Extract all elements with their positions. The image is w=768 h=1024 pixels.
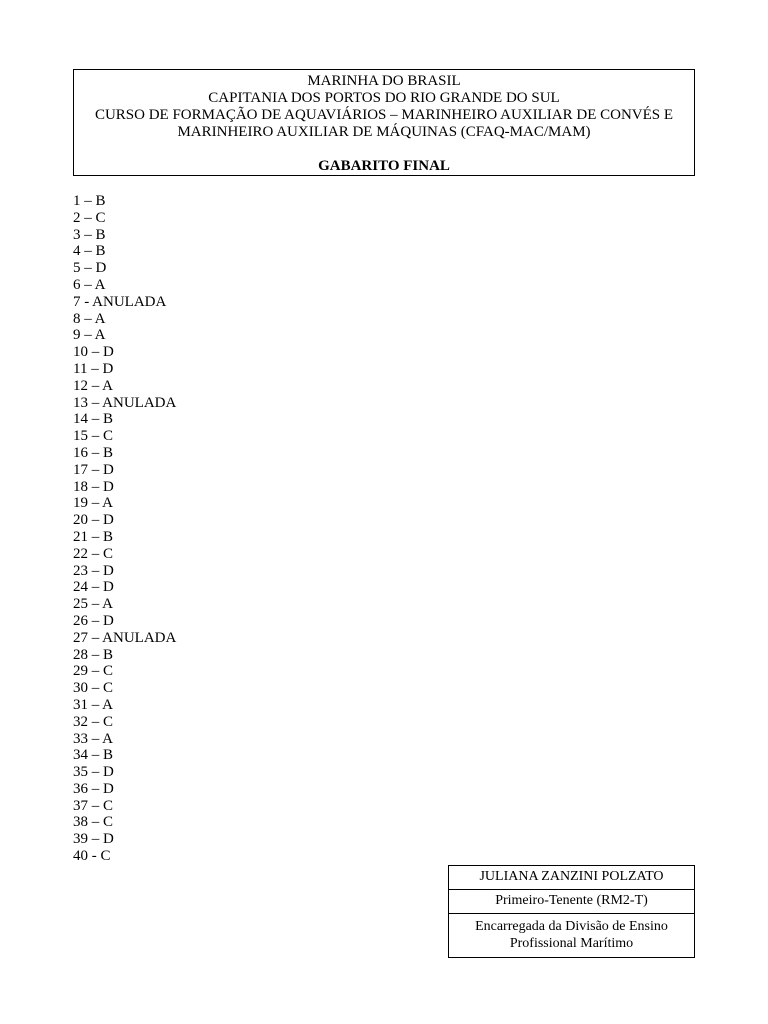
answer-item: 10 – D	[73, 344, 114, 361]
answer-item: 17 – D	[73, 461, 114, 478]
answer-item: 23 – D	[73, 562, 114, 579]
answer-item: 19 – A	[73, 495, 114, 512]
answer-item: 9 – A	[73, 327, 106, 344]
answer-item: 29 – C	[73, 663, 114, 680]
answer-item: 39 – D	[73, 831, 114, 848]
answer-item: 22 – C	[73, 545, 114, 562]
answer-item: 40 - C	[73, 848, 111, 865]
answer-item: 11 – D	[73, 360, 114, 377]
answer-item: 5 – D	[73, 260, 107, 277]
answer-item: 1 – B	[73, 193, 106, 209]
answer-item: 27 – ANULADA	[73, 629, 177, 646]
answer-item: 16 – B	[73, 444, 114, 461]
answer-item: 32 – C	[73, 713, 114, 730]
answer-item: 7 - ANULADA	[73, 293, 167, 310]
answer-item: 14 – B	[73, 411, 114, 428]
answer-key-list	[73, 193, 176, 865]
answer-item: 28 – B	[73, 646, 114, 663]
answer-item: 20 – D	[73, 512, 114, 529]
signatory-role-line-1: Encarregada da Divisão de Ensino	[475, 919, 668, 934]
answer-item: 25 – A	[73, 596, 114, 613]
header-organization: MARINHA DO BRASIL	[307, 73, 461, 89]
answer-item: 6 – A	[73, 276, 106, 293]
document-title: GABARITO FINAL	[318, 158, 450, 174]
answer-item: 35 – D	[73, 764, 114, 781]
answer-item: 36 – D	[73, 780, 114, 797]
header-course-line-1: CURSO DE FORMAÇÃO DE AQUAVIÁRIOS – MARINHEIRO AUXILIAR DE CONVÉS E	[94, 107, 674, 123]
answer-item: 31 – A	[73, 696, 114, 713]
answer-item: 8 – A	[73, 310, 106, 327]
document-header	[73, 69, 695, 176]
answer-item: 18 – D	[73, 478, 114, 495]
answer-item: 30 – C	[73, 680, 114, 697]
header-course-line-2: MARINHEIRO AUXILIAR DE MÁQUINAS (CFAQ-MAC/MAM)	[177, 124, 591, 140]
answer-item: 21 – B	[73, 528, 114, 545]
answer-item: 38 – C	[73, 814, 114, 831]
answer-item: 37 – C	[73, 797, 114, 814]
header-unit: CAPITANIA DOS PORTOS DO RIO GRANDE DO SUL	[208, 90, 560, 106]
answer-item: 26 – D	[73, 612, 114, 629]
signatory-name: JULIANA ZANZINI POLZATO	[449, 866, 694, 890]
answer-item: 15 – C	[73, 428, 114, 445]
answer-item: 12 – A	[73, 377, 114, 394]
answer-item: 13 – ANULADA	[73, 394, 177, 411]
signature-block	[448, 865, 695, 958]
answer-item: 34 – B	[73, 747, 114, 764]
answer-item: 33 – A	[73, 730, 114, 747]
answer-item: 2 – C	[73, 209, 106, 226]
signatory-rank: Primeiro-Tenente (RM2-T)	[449, 890, 694, 914]
signatory-role	[449, 914, 694, 957]
answer-item: 24 – D	[73, 579, 114, 596]
answer-item: 4 – B	[73, 243, 106, 260]
signatory-role-line-2: Profissional Marítimo	[509, 936, 634, 951]
answer-item: 3 – B	[73, 226, 106, 243]
